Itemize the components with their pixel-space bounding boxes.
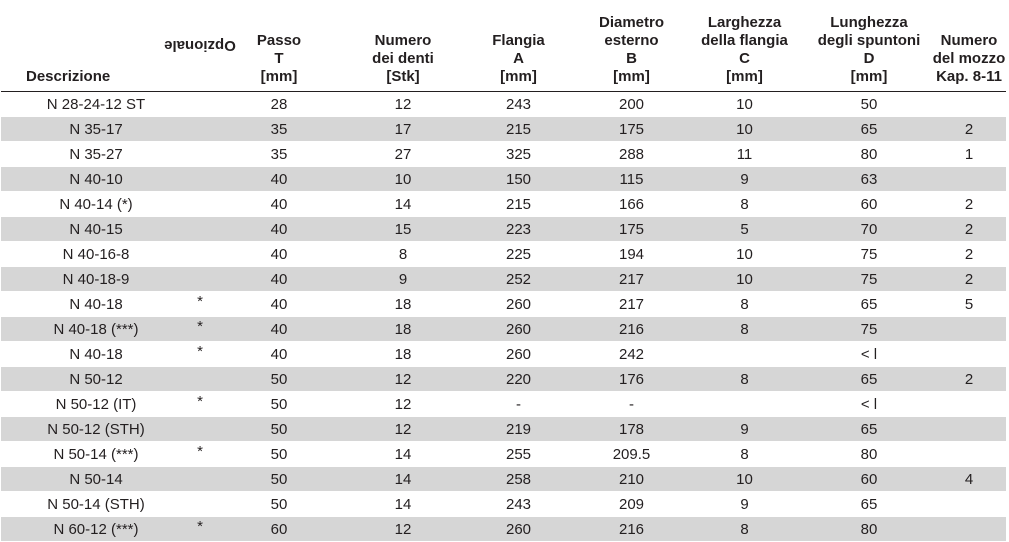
cell-lunghezza: < l <box>806 342 932 367</box>
cell-opzionale: * <box>191 317 209 342</box>
header-larghezza-line: C <box>739 50 750 67</box>
cell-mozzo: 2 <box>932 117 1006 142</box>
cell-flangia: 255 <box>457 442 580 467</box>
header-denti-line: dei denti <box>372 50 434 67</box>
cell-flangia: 258 <box>457 467 580 492</box>
cell-diametro: 209 <box>580 492 683 517</box>
header-diametro-line: B <box>626 50 637 67</box>
cell-passo: 40 <box>209 192 349 217</box>
header-descrizione <box>1 0 191 92</box>
cell-opzionale <box>191 167 209 192</box>
cell-mozzo: 1 <box>932 142 1006 167</box>
cell-diametro: 209.5 <box>580 442 683 467</box>
cell-denti: 12 <box>349 92 457 117</box>
cell-mozzo: 2 <box>932 217 1006 242</box>
cell-opzionale <box>191 467 209 492</box>
table-row <box>1 92 1006 117</box>
cell-opzionale <box>191 117 209 142</box>
header-opzionale <box>164 0 236 92</box>
cell-flangia: 243 <box>457 492 580 517</box>
cell-descrizione: N 40-14 (*) <box>1 192 191 217</box>
cell-diametro: 115 <box>580 167 683 192</box>
cell-lunghezza: 80 <box>806 142 932 167</box>
cell-denti: 14 <box>349 492 457 517</box>
header-diametro <box>580 0 683 92</box>
cell-descrizione: N 40-18 <box>1 292 191 317</box>
cell-larghezza: 5 <box>683 217 806 242</box>
cell-larghezza: 11 <box>683 142 806 167</box>
table-row <box>1 317 1006 342</box>
cell-denti: 14 <box>349 442 457 467</box>
header-flangia-line: Flangia <box>492 32 545 49</box>
header-denti <box>349 0 457 92</box>
cell-larghezza: 9 <box>683 492 806 517</box>
cell-larghezza: 9 <box>683 417 806 442</box>
header-mozzo <box>932 0 1006 92</box>
header-diametro-line: esterno <box>604 32 659 49</box>
cell-opzionale: * <box>191 392 209 417</box>
cell-passo: 40 <box>209 167 349 192</box>
cell-lunghezza: 65 <box>806 292 932 317</box>
cell-lunghezza: 60 <box>806 467 932 492</box>
cell-descrizione: N 50-12 (IT) <box>1 392 191 417</box>
cell-larghezza <box>683 342 806 367</box>
cell-flangia: 260 <box>457 292 580 317</box>
header-lunghezza-line: degli spuntoni <box>817 32 921 49</box>
header-mozzo-line: del mozzo <box>932 50 1006 67</box>
cell-passo: 28 <box>209 92 349 117</box>
header-larghezza-line: della flangia <box>701 32 788 49</box>
cell-denti: 18 <box>349 317 457 342</box>
cell-flangia: 225 <box>457 242 580 267</box>
table-row <box>1 242 1006 267</box>
cell-descrizione: N 40-18 (***) <box>1 317 191 342</box>
cell-descrizione: N 50-12 (STH) <box>1 417 191 442</box>
table-row <box>1 517 1006 542</box>
cell-flangia: 219 <box>457 417 580 442</box>
cell-larghezza: 8 <box>683 517 806 542</box>
cell-descrizione: N 35-27 <box>1 142 191 167</box>
header-descrizione-line: Descrizione <box>26 68 111 85</box>
sprocket-spec-table <box>1 0 1006 542</box>
cell-passo: 35 <box>209 117 349 142</box>
header-flangia <box>457 0 580 92</box>
cell-flangia: 252 <box>457 267 580 292</box>
cell-flangia: 260 <box>457 317 580 342</box>
table-row <box>1 467 1006 492</box>
cell-larghezza: 9 <box>683 167 806 192</box>
cell-flangia: 215 <box>457 117 580 142</box>
table-row <box>1 492 1006 517</box>
cell-diametro: 210 <box>580 467 683 492</box>
cell-larghezza: 8 <box>683 367 806 392</box>
cell-flangia: 260 <box>457 342 580 367</box>
cell-passo: 40 <box>209 292 349 317</box>
cell-mozzo <box>932 492 1006 517</box>
cell-flangia: - <box>457 392 580 417</box>
table-row <box>1 367 1006 392</box>
cell-diametro: 217 <box>580 267 683 292</box>
cell-larghezza: 10 <box>683 92 806 117</box>
cell-opzionale <box>191 92 209 117</box>
cell-lunghezza: < l <box>806 392 932 417</box>
cell-denti: 18 <box>349 342 457 367</box>
cell-diametro: 217 <box>580 292 683 317</box>
cell-mozzo: 2 <box>932 367 1006 392</box>
table-row <box>1 192 1006 217</box>
header-row <box>1 0 1006 92</box>
cell-larghezza: 10 <box>683 242 806 267</box>
cell-flangia: 243 <box>457 92 580 117</box>
cell-descrizione: N 40-18-9 <box>1 267 191 292</box>
cell-larghezza: 8 <box>683 442 806 467</box>
header-flangia-line: [mm] <box>500 68 537 85</box>
cell-lunghezza: 80 <box>806 442 932 467</box>
cell-denti: 15 <box>349 217 457 242</box>
header-larghezza <box>683 0 806 92</box>
cell-denti: 8 <box>349 242 457 267</box>
cell-lunghezza: 63 <box>806 167 932 192</box>
table-row <box>1 417 1006 442</box>
cell-opzionale: * <box>191 292 209 317</box>
cell-diametro: 178 <box>580 417 683 442</box>
cell-diametro: 175 <box>580 217 683 242</box>
table-row <box>1 167 1006 192</box>
cell-opzionale: * <box>191 442 209 467</box>
cell-opzionale <box>191 192 209 217</box>
cell-passo: 50 <box>209 467 349 492</box>
cell-larghezza: 8 <box>683 192 806 217</box>
cell-lunghezza: 65 <box>806 117 932 142</box>
table-row <box>1 292 1006 317</box>
cell-mozzo <box>932 442 1006 467</box>
cell-mozzo <box>932 392 1006 417</box>
cell-passo: 50 <box>209 417 349 442</box>
header-lunghezza-line: Lunghezza <box>830 14 908 31</box>
cell-diametro: 200 <box>580 92 683 117</box>
cell-opzionale <box>191 417 209 442</box>
cell-passo: 50 <box>209 367 349 392</box>
cell-flangia: 220 <box>457 367 580 392</box>
cell-mozzo: 5 <box>932 292 1006 317</box>
cell-denti: 9 <box>349 267 457 292</box>
cell-flangia: 150 <box>457 167 580 192</box>
table-row <box>1 142 1006 167</box>
cell-diametro: 194 <box>580 242 683 267</box>
cell-flangia: 325 <box>457 142 580 167</box>
cell-denti: 12 <box>349 392 457 417</box>
cell-mozzo: 2 <box>932 192 1006 217</box>
header-opzionale-label: Opzionale <box>164 37 236 54</box>
cell-flangia: 260 <box>457 517 580 542</box>
header-mozzo-line: Numero <box>940 32 998 49</box>
cell-descrizione: N 40-16-8 <box>1 242 191 267</box>
cell-descrizione: N 35-17 <box>1 117 191 142</box>
cell-passo: 40 <box>209 242 349 267</box>
cell-larghezza: 8 <box>683 292 806 317</box>
cell-denti: 17 <box>349 117 457 142</box>
cell-passo: 40 <box>209 342 349 367</box>
cell-denti: 10 <box>349 167 457 192</box>
cell-diametro: 216 <box>580 517 683 542</box>
cell-opzionale <box>191 367 209 392</box>
cell-diametro: 175 <box>580 117 683 142</box>
cell-denti: 12 <box>349 367 457 392</box>
cell-lunghezza: 75 <box>806 242 932 267</box>
header-flangia-line: A <box>513 50 524 67</box>
cell-denti: 14 <box>349 192 457 217</box>
header-lunghezza-line: [mm] <box>850 68 888 85</box>
cell-flangia: 215 <box>457 192 580 217</box>
cell-denti: 12 <box>349 517 457 542</box>
cell-mozzo <box>932 342 1006 367</box>
header-passo-line: [mm] <box>260 68 298 85</box>
cell-mozzo <box>932 317 1006 342</box>
cell-opzionale: * <box>191 342 209 367</box>
cell-mozzo: 2 <box>932 267 1006 292</box>
table-row <box>1 342 1006 367</box>
header-denti-line: [Stk] <box>386 68 420 85</box>
cell-descrizione: N 50-12 <box>1 367 191 392</box>
cell-opzionale <box>191 492 209 517</box>
cell-mozzo <box>932 517 1006 542</box>
cell-larghezza <box>683 392 806 417</box>
cell-denti: 27 <box>349 142 457 167</box>
cell-diametro: 166 <box>580 192 683 217</box>
header-diametro-line: Diametro <box>598 14 665 31</box>
cell-descrizione: N 50-14 (***) <box>1 442 191 467</box>
cell-opzionale <box>191 242 209 267</box>
header-lunghezza <box>806 0 932 92</box>
cell-diametro: 176 <box>580 367 683 392</box>
cell-lunghezza: 65 <box>806 492 932 517</box>
cell-diametro: - <box>580 392 683 417</box>
cell-opzionale <box>191 217 209 242</box>
header-larghezza-line: Larghezza <box>707 14 782 31</box>
cell-lunghezza: 65 <box>806 417 932 442</box>
cell-denti: 14 <box>349 467 457 492</box>
cell-diametro: 288 <box>580 142 683 167</box>
header-passo-line: Passo <box>256 32 302 49</box>
cell-opzionale <box>191 267 209 292</box>
table-header <box>1 0 1006 92</box>
cell-passo: 50 <box>209 442 349 467</box>
table-body <box>1 92 1006 542</box>
cell-descrizione: N 50-14 (STH) <box>1 492 191 517</box>
cell-mozzo <box>932 167 1006 192</box>
cell-descrizione: N 40-15 <box>1 217 191 242</box>
header-larghezza-line: [mm] <box>726 68 763 85</box>
cell-passo: 40 <box>209 317 349 342</box>
cell-descrizione: N 28-24-12 ST <box>1 92 191 117</box>
cell-lunghezza: 70 <box>806 217 932 242</box>
table-row <box>1 217 1006 242</box>
header-lunghezza-line: D <box>863 50 875 67</box>
cell-larghezza: 10 <box>683 267 806 292</box>
cell-opzionale: * <box>191 517 209 542</box>
cell-lunghezza: 75 <box>806 317 932 342</box>
cell-opzionale <box>191 142 209 167</box>
cell-lunghezza: 50 <box>806 92 932 117</box>
table-row <box>1 117 1006 142</box>
table-row <box>1 392 1006 417</box>
cell-lunghezza: 60 <box>806 192 932 217</box>
header-mozzo-line: Kap. 8-11 <box>936 68 1002 85</box>
cell-flangia: 223 <box>457 217 580 242</box>
cell-passo: 35 <box>209 142 349 167</box>
cell-passo: 60 <box>209 517 349 542</box>
cell-descrizione: N 40-10 <box>1 167 191 192</box>
cell-diametro: 242 <box>580 342 683 367</box>
cell-diametro: 216 <box>580 317 683 342</box>
header-diametro-line: [mm] <box>613 68 650 85</box>
cell-mozzo: 4 <box>932 467 1006 492</box>
cell-passo: 50 <box>209 392 349 417</box>
cell-passo: 50 <box>209 492 349 517</box>
cell-passo: 40 <box>209 267 349 292</box>
cell-larghezza: 8 <box>683 317 806 342</box>
cell-denti: 18 <box>349 292 457 317</box>
cell-denti: 12 <box>349 417 457 442</box>
cell-larghezza: 10 <box>683 117 806 142</box>
cell-descrizione: N 50-14 <box>1 467 191 492</box>
cell-lunghezza: 80 <box>806 517 932 542</box>
cell-mozzo <box>932 417 1006 442</box>
cell-descrizione: N 40-18 <box>1 342 191 367</box>
table-row <box>1 267 1006 292</box>
header-passo-line: T <box>274 50 284 67</box>
cell-mozzo <box>932 92 1006 117</box>
cell-passo: 40 <box>209 217 349 242</box>
table-row <box>1 442 1006 467</box>
header-denti-line: Numero <box>374 32 432 49</box>
cell-lunghezza: 65 <box>806 367 932 392</box>
cell-descrizione: N 60-12 (***) <box>1 517 191 542</box>
cell-larghezza: 10 <box>683 467 806 492</box>
cell-mozzo: 2 <box>932 242 1006 267</box>
cell-lunghezza: 75 <box>806 267 932 292</box>
